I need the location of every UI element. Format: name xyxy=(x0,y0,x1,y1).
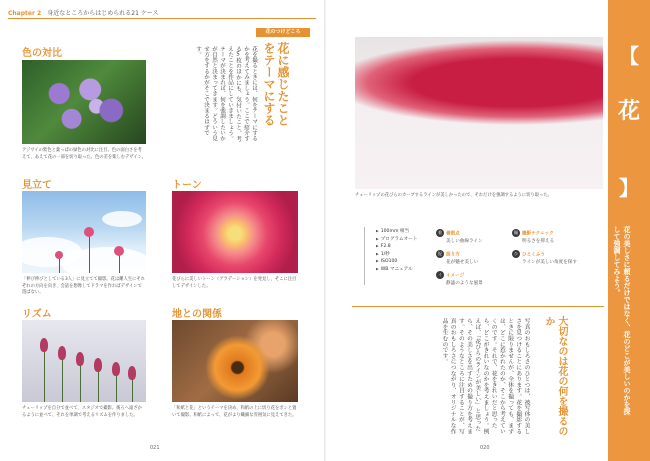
caption-tone: 花びらに美しいトーン（グラデーション）を発見し、そこに注目してデザインした。 xyxy=(172,277,297,289)
tip-icon: ひ xyxy=(514,251,518,256)
caption-mitate: 「伸び伸びとしている3人」に見立てて撮影。花は離人生にそれぞれの方向を向き、会話を想像してドラマを作ればデザインで遊ばない。 xyxy=(22,277,146,295)
photo-orange-flower xyxy=(172,320,298,402)
band-lead-text: 花の美しさに頼るだけではなく、花のどこが美しいのかを探して強調してみよう。 xyxy=(613,226,631,415)
section-title-ground: 地との関係 xyxy=(172,309,222,320)
chapter-label: Chapter 2 xyxy=(8,10,42,17)
caption-rhythm: チューリップを自分で並べて、スタジオで撮影。後ろへ遠ざかるように並べて、それを単調で考えるリズムを作りました。 xyxy=(22,406,142,418)
setting-aperture: ▶ F2.8 xyxy=(376,243,417,251)
band-title: 花 xyxy=(617,99,640,124)
chapter-header xyxy=(8,8,159,17)
setting-mode: ▶ プログラムオート xyxy=(376,236,417,244)
chapter-subtitle: 身近なところからはじめられる21 ケース xyxy=(47,10,159,17)
caption-petal: チューリップの花びらのカーブするラインが美しかったので、それだけを強調するように切り取った。 xyxy=(355,193,552,198)
chapter-rule xyxy=(8,18,316,19)
photo-hydrangea xyxy=(22,60,146,144)
setting-iso: ▶ ISO100 xyxy=(376,258,417,266)
photo-tulips xyxy=(22,320,146,402)
page-number-right: 020 xyxy=(480,445,490,451)
caption-color-contrast: アジサイの紫色と葉っぱの緑色の対比に注目。色の面白さを考えて、あえて花の一部を切り取った。色の差を楽しむデザイン。 xyxy=(22,148,146,160)
section-divider xyxy=(352,306,604,307)
feature-heading: 花に感じたことをテーマにする xyxy=(262,42,290,126)
section-title-rhythm: リズム xyxy=(22,309,52,320)
tag-technique: 撮 撮影テクニック 明るさを抑える xyxy=(514,230,555,244)
article-body: 写真のおもしろさのひとつは、被写体の美しさを見つけることにあります。花を撮影するときに限りませんが、全体を撮っても、まずは、どこに惹かれたのか、そこから考えていくのです。それで、花をきれいだと思ったら、どこがきれいなのかを考えましょう。例えば、「花びらのラインが美しい」と思ったら、その美しさを出すための撮り方を考えます。そのようなところに注目することが、写真のおもしろさにつながり、オリジナルな作品を生むのです。 xyxy=(440,318,529,434)
tag-image: イ イメージ 静謐のような風景 xyxy=(438,272,483,286)
band-bracket-open: 【 xyxy=(619,44,639,68)
tag-tip: ひ ひとくふう ラインが美しい角度を探す xyxy=(514,251,577,265)
section-title-tone: トーン xyxy=(172,180,202,191)
feature-body: 花を撮るときには、何をテーマにするかを考えてみましょう。ここで紹介する5枚のほかにも、気付いたこと、考えたことを作品にしていきましょう。テーマが決まれば、何を強調したいかが自然と決まってきます。どういう見せ方をするかがそこで決まるはずです。 xyxy=(195,46,257,142)
photo-tulip-petal xyxy=(355,37,603,189)
section-title-color-contrast: 色の対比 xyxy=(22,48,62,59)
caption-ground: 「和紙と花」というテーマを決め、和紙の上に切り花をポンと置いて撮影。和紙によって、花がより繊細な雰囲気に見えてきた。 xyxy=(172,406,297,418)
section-title-mitate: 見立て xyxy=(22,180,52,191)
settings-rule xyxy=(364,227,365,285)
page-number-left: 021 xyxy=(150,445,160,451)
band-bracket-close: 】 xyxy=(619,176,639,200)
photo-rose xyxy=(172,191,298,273)
image-icon: イ xyxy=(438,272,442,277)
gutter xyxy=(324,0,326,461)
technique-icon: 撮 xyxy=(514,230,518,235)
viewpoint-icon: 着 xyxy=(438,230,442,235)
tag-viewpoint: 着 着眼点 美しい曲線ライン xyxy=(438,230,483,244)
setting-wb: ▶ WB マニュアル xyxy=(376,266,417,274)
point-label: 花のつけどころ xyxy=(256,28,310,37)
setting-shutter: ▶ 1/秒 xyxy=(376,251,417,259)
capture-icon: 捉 xyxy=(438,251,442,256)
setting-focal: ▶ 100mm 相当 xyxy=(376,228,417,236)
tag-capture: 捉 捉り方 花が魅せ美しい xyxy=(438,251,479,265)
photo-cosmos-sky xyxy=(22,191,146,273)
camera-settings xyxy=(376,228,417,273)
article-heading: 大切なのは花の何を撮るのか xyxy=(543,316,567,436)
